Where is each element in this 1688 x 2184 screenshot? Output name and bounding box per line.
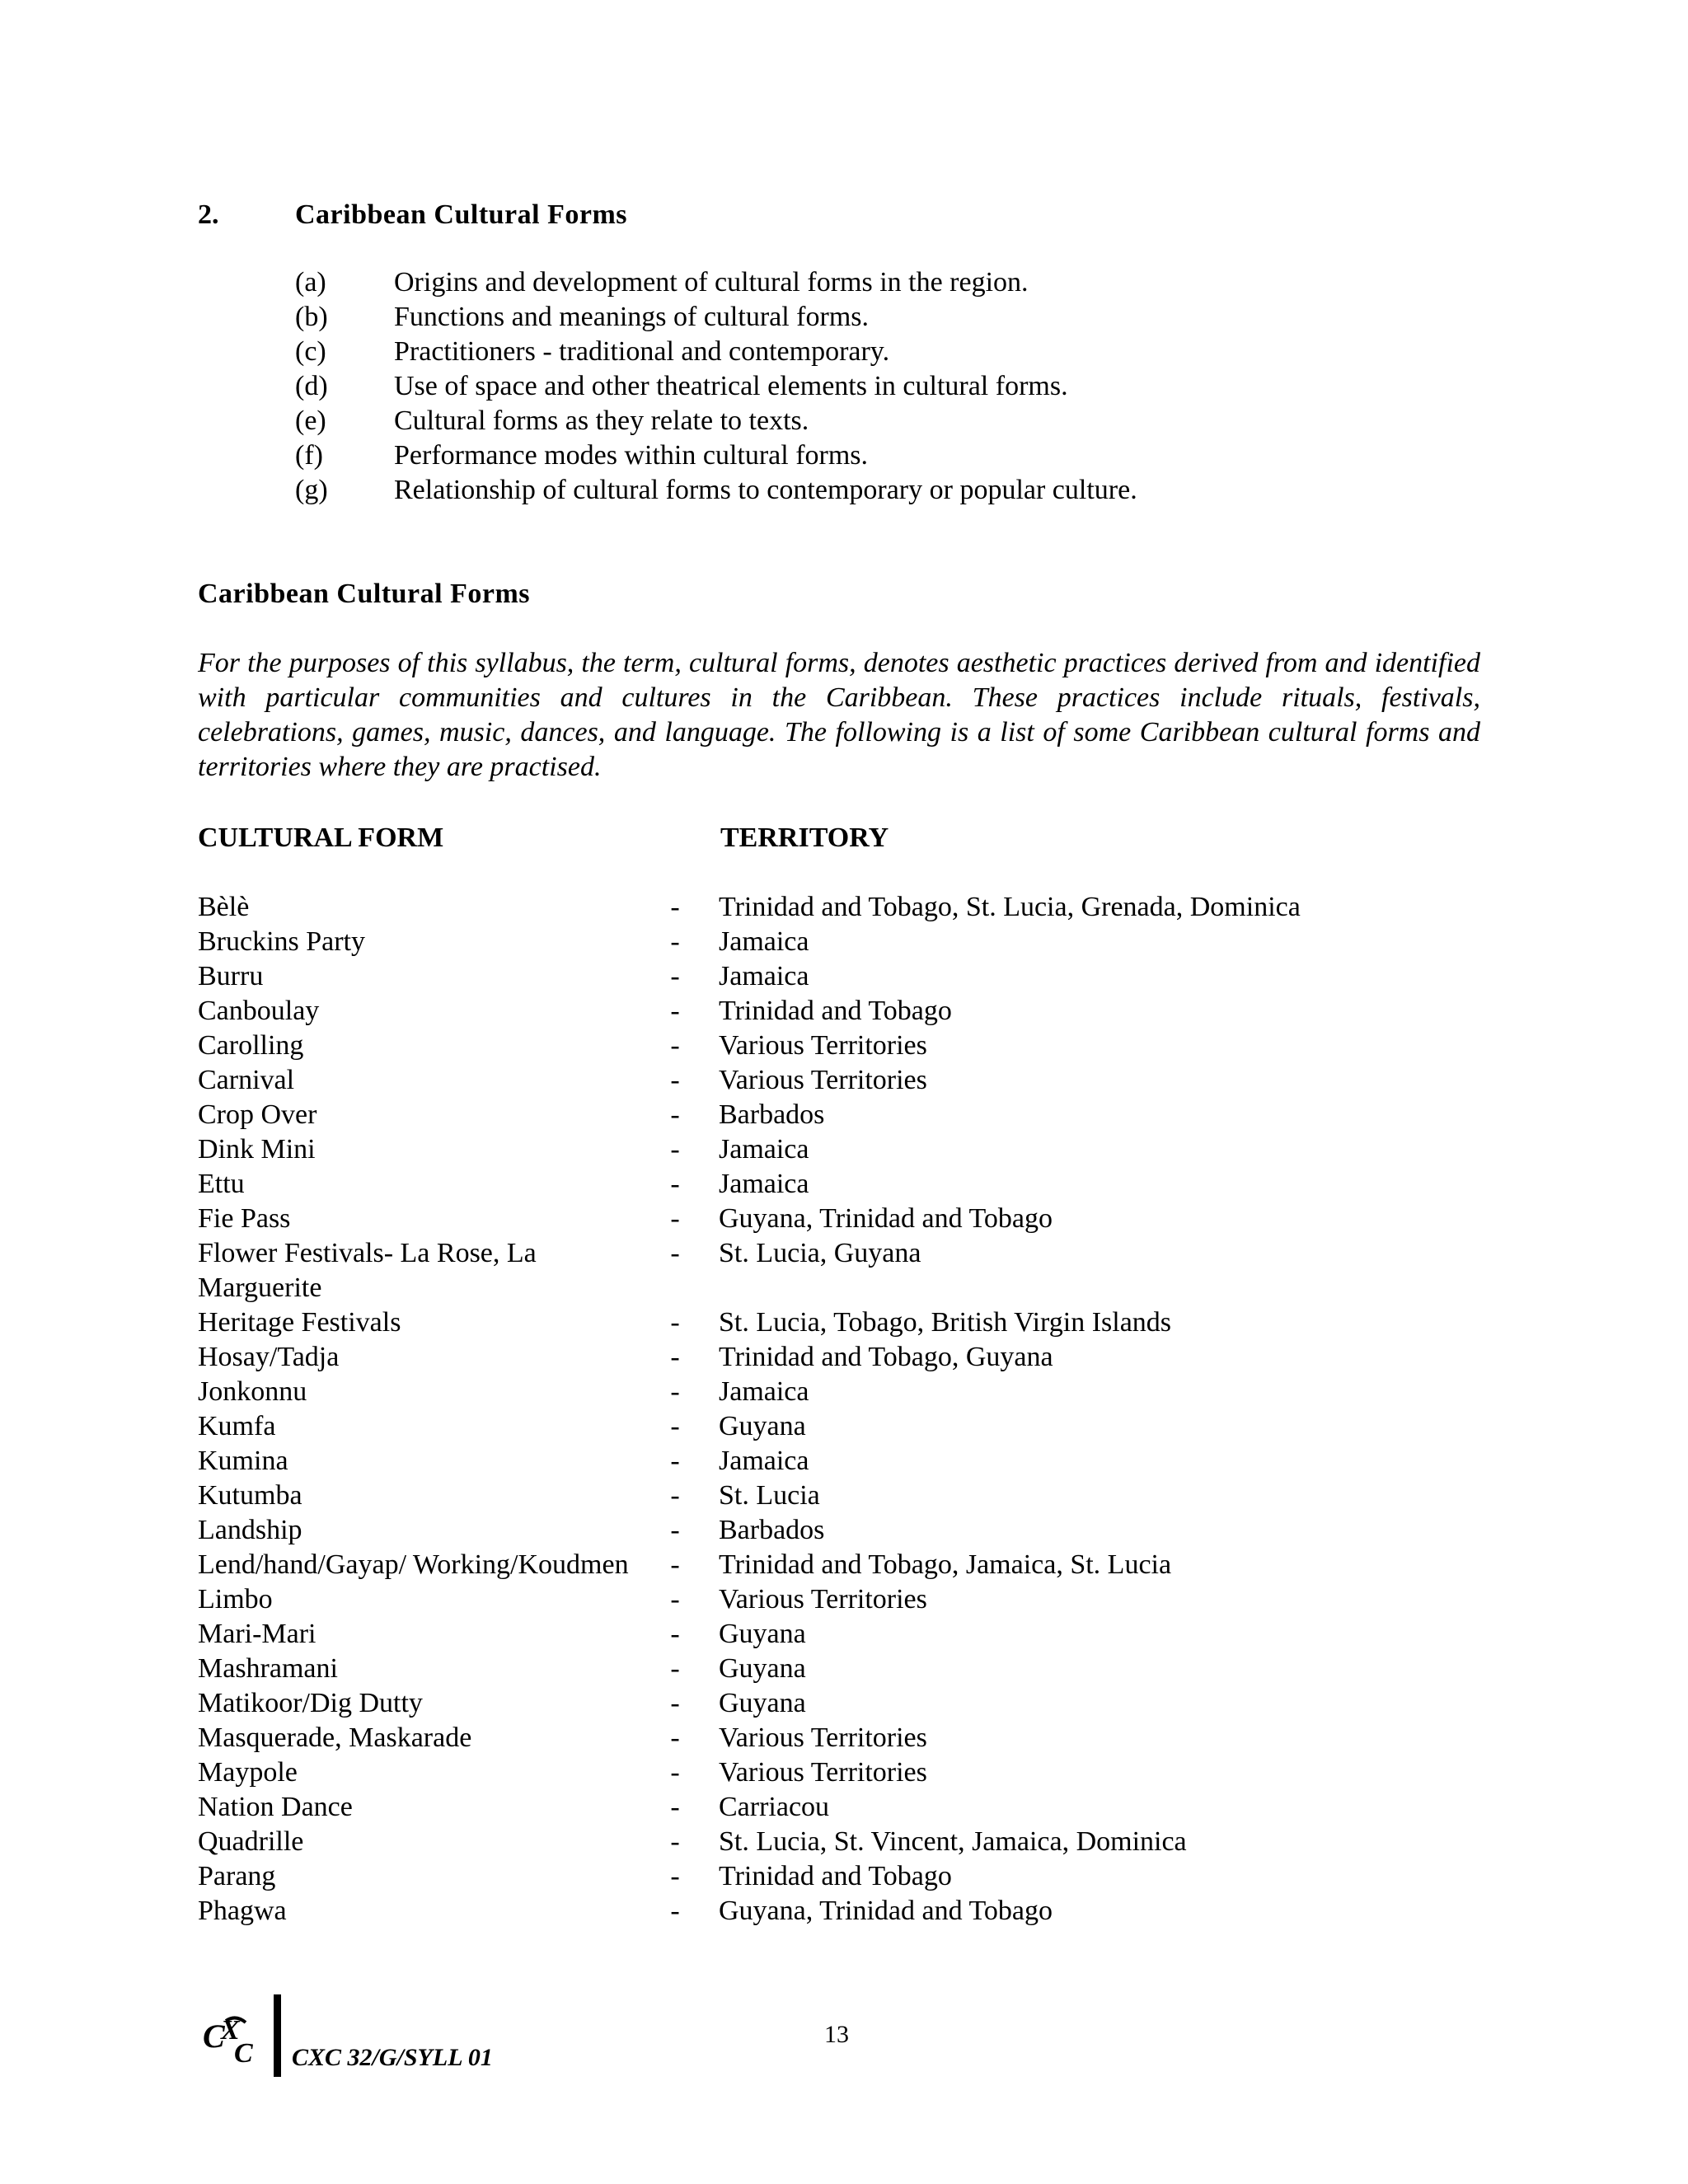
cultural-form-territory: Guyana, Trinidad and Tobago: [719, 1896, 1053, 1926]
subtopic-text: Cultural forms as they relate to texts.: [394, 405, 809, 436]
cultural-form-name: Kumina: [198, 1446, 288, 1476]
cultural-form-row: [198, 1063, 1484, 1098]
cultural-form-name: Hosay/Tadja: [198, 1342, 340, 1372]
cultural-form-territory: Various Territories: [719, 1065, 927, 1095]
cultural-form-territory: Trinidad and Tobago, St. Lucia, Grenada, Dominica: [719, 892, 1301, 922]
cultural-form-name: Limbo: [198, 1584, 273, 1615]
cultural-form-territory: Guyana, Trinidad and Tobago: [719, 1203, 1053, 1234]
cultural-form-name: Dink Mini: [198, 1134, 316, 1165]
cultural-form-name: Canboulay: [198, 996, 320, 1026]
cultural-form-territory: Jamaica: [719, 926, 809, 957]
row-separator: -: [670, 1203, 680, 1234]
row-separator: -: [670, 1134, 680, 1165]
cultural-form-row: [198, 1444, 1484, 1479]
cultural-form-name: Mashramani: [198, 1653, 338, 1684]
subtopic-letter: (f): [295, 440, 323, 471]
cultural-form-name: Nation Dance: [198, 1792, 353, 1822]
cultural-form-row: [198, 1721, 1484, 1755]
section-number: 2.: [198, 199, 219, 230]
cultural-form-name: Ettu: [198, 1169, 245, 1199]
cultural-form-row: [198, 1894, 1484, 1929]
cultural-form-row: [198, 1686, 1484, 1721]
cultural-form-territory: Various Territories: [719, 1030, 927, 1061]
subtopic-letter: (a): [295, 267, 326, 298]
section-title: Caribbean Cultural Forms: [295, 199, 627, 230]
row-separator: -: [670, 1169, 680, 1199]
row-separator: -: [670, 1619, 680, 1649]
cultural-form-row: [198, 1548, 1484, 1582]
column-header-cultural-form: CULTURAL FORM: [198, 823, 444, 853]
row-separator: -: [670, 1757, 680, 1788]
cultural-forms-heading: Caribbean Cultural Forms: [198, 579, 530, 609]
cultural-form-name: Parang: [198, 1861, 276, 1891]
subtopic-letter: (e): [295, 405, 326, 436]
cultural-form-territory: Guyana: [719, 1411, 806, 1441]
svg-text:C: C: [203, 2018, 225, 2055]
row-separator: -: [670, 1376, 680, 1407]
cultural-form-row: [198, 1167, 1484, 1202]
row-separator: -: [670, 1584, 680, 1615]
subtopic-letter: (g): [295, 475, 328, 505]
cultural-form-name: Masquerade, Maskarade: [198, 1722, 472, 1753]
subtopic-text: Origins and development of cultural forms in the region.: [394, 267, 1029, 298]
subtopic-text: Practitioners - traditional and contemporary.: [394, 336, 890, 367]
cultural-form-row: [198, 1859, 1484, 1894]
cultural-form-row: [198, 1582, 1484, 1617]
subtopic-text: Use of space and other theatrical elements in cultural forms.: [394, 371, 1068, 401]
cultural-form-territory: Trinidad and Tobago: [719, 996, 952, 1026]
page-number: 13: [824, 2021, 849, 2048]
cultural-form-territory: St. Lucia, Guyana: [719, 1238, 921, 1268]
row-separator: -: [670, 1065, 680, 1095]
cultural-form-name: Bruckins Party: [198, 926, 366, 957]
cultural-form-row: [198, 1029, 1484, 1063]
row-separator: -: [670, 892, 680, 922]
cultural-form-name: Flower Festivals- La Rose, La Marguerite: [198, 1238, 537, 1303]
row-separator: -: [670, 1099, 680, 1130]
row-separator: -: [670, 1515, 680, 1545]
row-separator: -: [670, 1342, 680, 1372]
cultural-form-territory: Guyana: [719, 1653, 806, 1684]
cultural-form-row: [198, 959, 1484, 994]
cultural-form-territory: St. Lucia: [719, 1480, 820, 1511]
cultural-form-name: Jonkonnu: [198, 1376, 307, 1407]
cultural-form-row: [198, 1098, 1484, 1132]
cultural-form-row: [198, 1652, 1484, 1686]
subtopic-text: Relationship of cultural forms to contemporary or popular culture.: [394, 475, 1137, 505]
cultural-form-name: Mari-Mari: [198, 1619, 316, 1649]
cultural-form-territory: Various Territories: [719, 1584, 927, 1615]
cultural-form-name: Lend/hand/Gayap/ Working/Koudmen: [198, 1549, 629, 1580]
row-separator: -: [670, 1238, 680, 1268]
cultural-form-row: [198, 1617, 1484, 1652]
cultural-form-row: [198, 890, 1484, 925]
cultural-form-name: Crop Over: [198, 1099, 317, 1130]
cultural-form-territory: St. Lucia, Tobago, British Virgin Islands: [719, 1307, 1172, 1338]
column-header-territory: TERRITORY: [720, 823, 889, 853]
cultural-form-name: Burru: [198, 961, 264, 991]
cultural-form-territory: Jamaica: [719, 1169, 809, 1199]
row-separator: -: [670, 1653, 680, 1684]
cultural-forms-intro: For the purposes of this syllabus, the term, cultural forms, denotes aesthetic practices derived from and identified with particular communities and cultures in the Caribbean. These practices include rituals, festivals, celebrations, games, music, dances, and language. The following is a list of some Caribbean cultural forms and territories where they are practised.: [198, 648, 1480, 782]
cultural-form-row: [198, 1305, 1484, 1340]
cultural-form-name: Quadrille: [198, 1826, 304, 1857]
cultural-form-name: Kutumba: [198, 1480, 302, 1511]
cultural-form-row: [198, 925, 1484, 959]
cultural-form-territory: Barbados: [719, 1099, 825, 1130]
row-separator: -: [670, 961, 680, 991]
cultural-form-territory: Jamaica: [719, 1446, 809, 1476]
cultural-form-row: [198, 1132, 1484, 1167]
cultural-form-territory: Carriacou: [719, 1792, 830, 1822]
footer-divider-bar: [274, 1994, 281, 2077]
cultural-form-name: Maypole: [198, 1757, 298, 1788]
cultural-form-territory: Guyana: [719, 1619, 806, 1649]
cultural-form-row: [198, 1790, 1484, 1825]
cultural-form-name: Phagwa: [198, 1896, 287, 1926]
row-separator: -: [670, 1446, 680, 1476]
cultural-form-row: [198, 994, 1484, 1029]
cultural-form-name: Carnival: [198, 1065, 295, 1095]
cultural-form-name: Carolling: [198, 1030, 304, 1061]
subtopic-text: Performance modes within cultural forms.: [394, 440, 869, 471]
cultural-form-territory: Barbados: [719, 1515, 825, 1545]
row-separator: -: [670, 1549, 680, 1580]
row-separator: -: [670, 1722, 680, 1753]
cultural-form-territory: Guyana: [719, 1688, 806, 1718]
cultural-forms-list: [198, 890, 1484, 1929]
row-separator: -: [670, 1792, 680, 1822]
row-separator: -: [670, 1896, 680, 1926]
cultural-form-territory: Jamaica: [719, 1376, 809, 1407]
subtopic-letter: (c): [295, 336, 326, 367]
cultural-form-row: [198, 1202, 1484, 1236]
cultural-form-name: Landship: [198, 1515, 302, 1545]
cultural-form-row: [198, 1755, 1484, 1790]
cultural-form-row: [198, 1825, 1484, 1859]
cultural-form-row: [198, 1479, 1484, 1513]
row-separator: -: [670, 1826, 680, 1857]
cultural-form-row: [198, 1236, 1484, 1305]
cultural-form-territory: Jamaica: [719, 1134, 809, 1165]
cultural-form-row: [198, 1513, 1484, 1548]
row-separator: -: [670, 1688, 680, 1718]
subtopic-letter: (d): [295, 371, 328, 401]
row-separator: -: [670, 1480, 680, 1511]
cultural-form-territory: Various Territories: [719, 1757, 927, 1788]
cultural-form-territory: Various Territories: [719, 1722, 927, 1753]
cultural-form-name: Bèlè: [198, 892, 250, 922]
svg-text:C: C: [234, 2038, 253, 2069]
cultural-form-territory: Trinidad and Tobago: [719, 1861, 952, 1891]
cultural-form-name: Matikoor/Dig Dutty: [198, 1688, 423, 1718]
cultural-form-row: [198, 1409, 1484, 1444]
cultural-form-row: [198, 1375, 1484, 1409]
cultural-form-name: Heritage Festivals: [198, 1307, 401, 1338]
row-separator: -: [670, 996, 680, 1026]
cultural-form-territory: Jamaica: [719, 961, 809, 991]
row-separator: -: [670, 1030, 680, 1061]
cultural-form-territory: Trinidad and Tobago, Guyana: [719, 1342, 1053, 1372]
svg-text:X: X: [221, 2015, 240, 2046]
row-separator: -: [670, 1411, 680, 1441]
cultural-form-territory: Trinidad and Tobago, Jamaica, St. Lucia: [719, 1549, 1172, 1580]
row-separator: -: [670, 1307, 680, 1338]
cxc-logo-icon: [203, 2011, 267, 2069]
cultural-form-name: Kumfa: [198, 1411, 276, 1441]
footer-syllabus-code: CXC 32/G/SYLL 01: [292, 2044, 493, 2071]
subtopic-letter: (b): [295, 302, 328, 332]
subtopic-text: Functions and meanings of cultural forms.: [394, 302, 870, 332]
cultural-form-territory: St. Lucia, St. Vincent, Jamaica, Dominica: [719, 1826, 1187, 1857]
row-separator: -: [670, 1861, 680, 1891]
cultural-form-name: Fie Pass: [198, 1203, 291, 1234]
cultural-form-row: [198, 1340, 1484, 1375]
row-separator: -: [670, 926, 680, 957]
